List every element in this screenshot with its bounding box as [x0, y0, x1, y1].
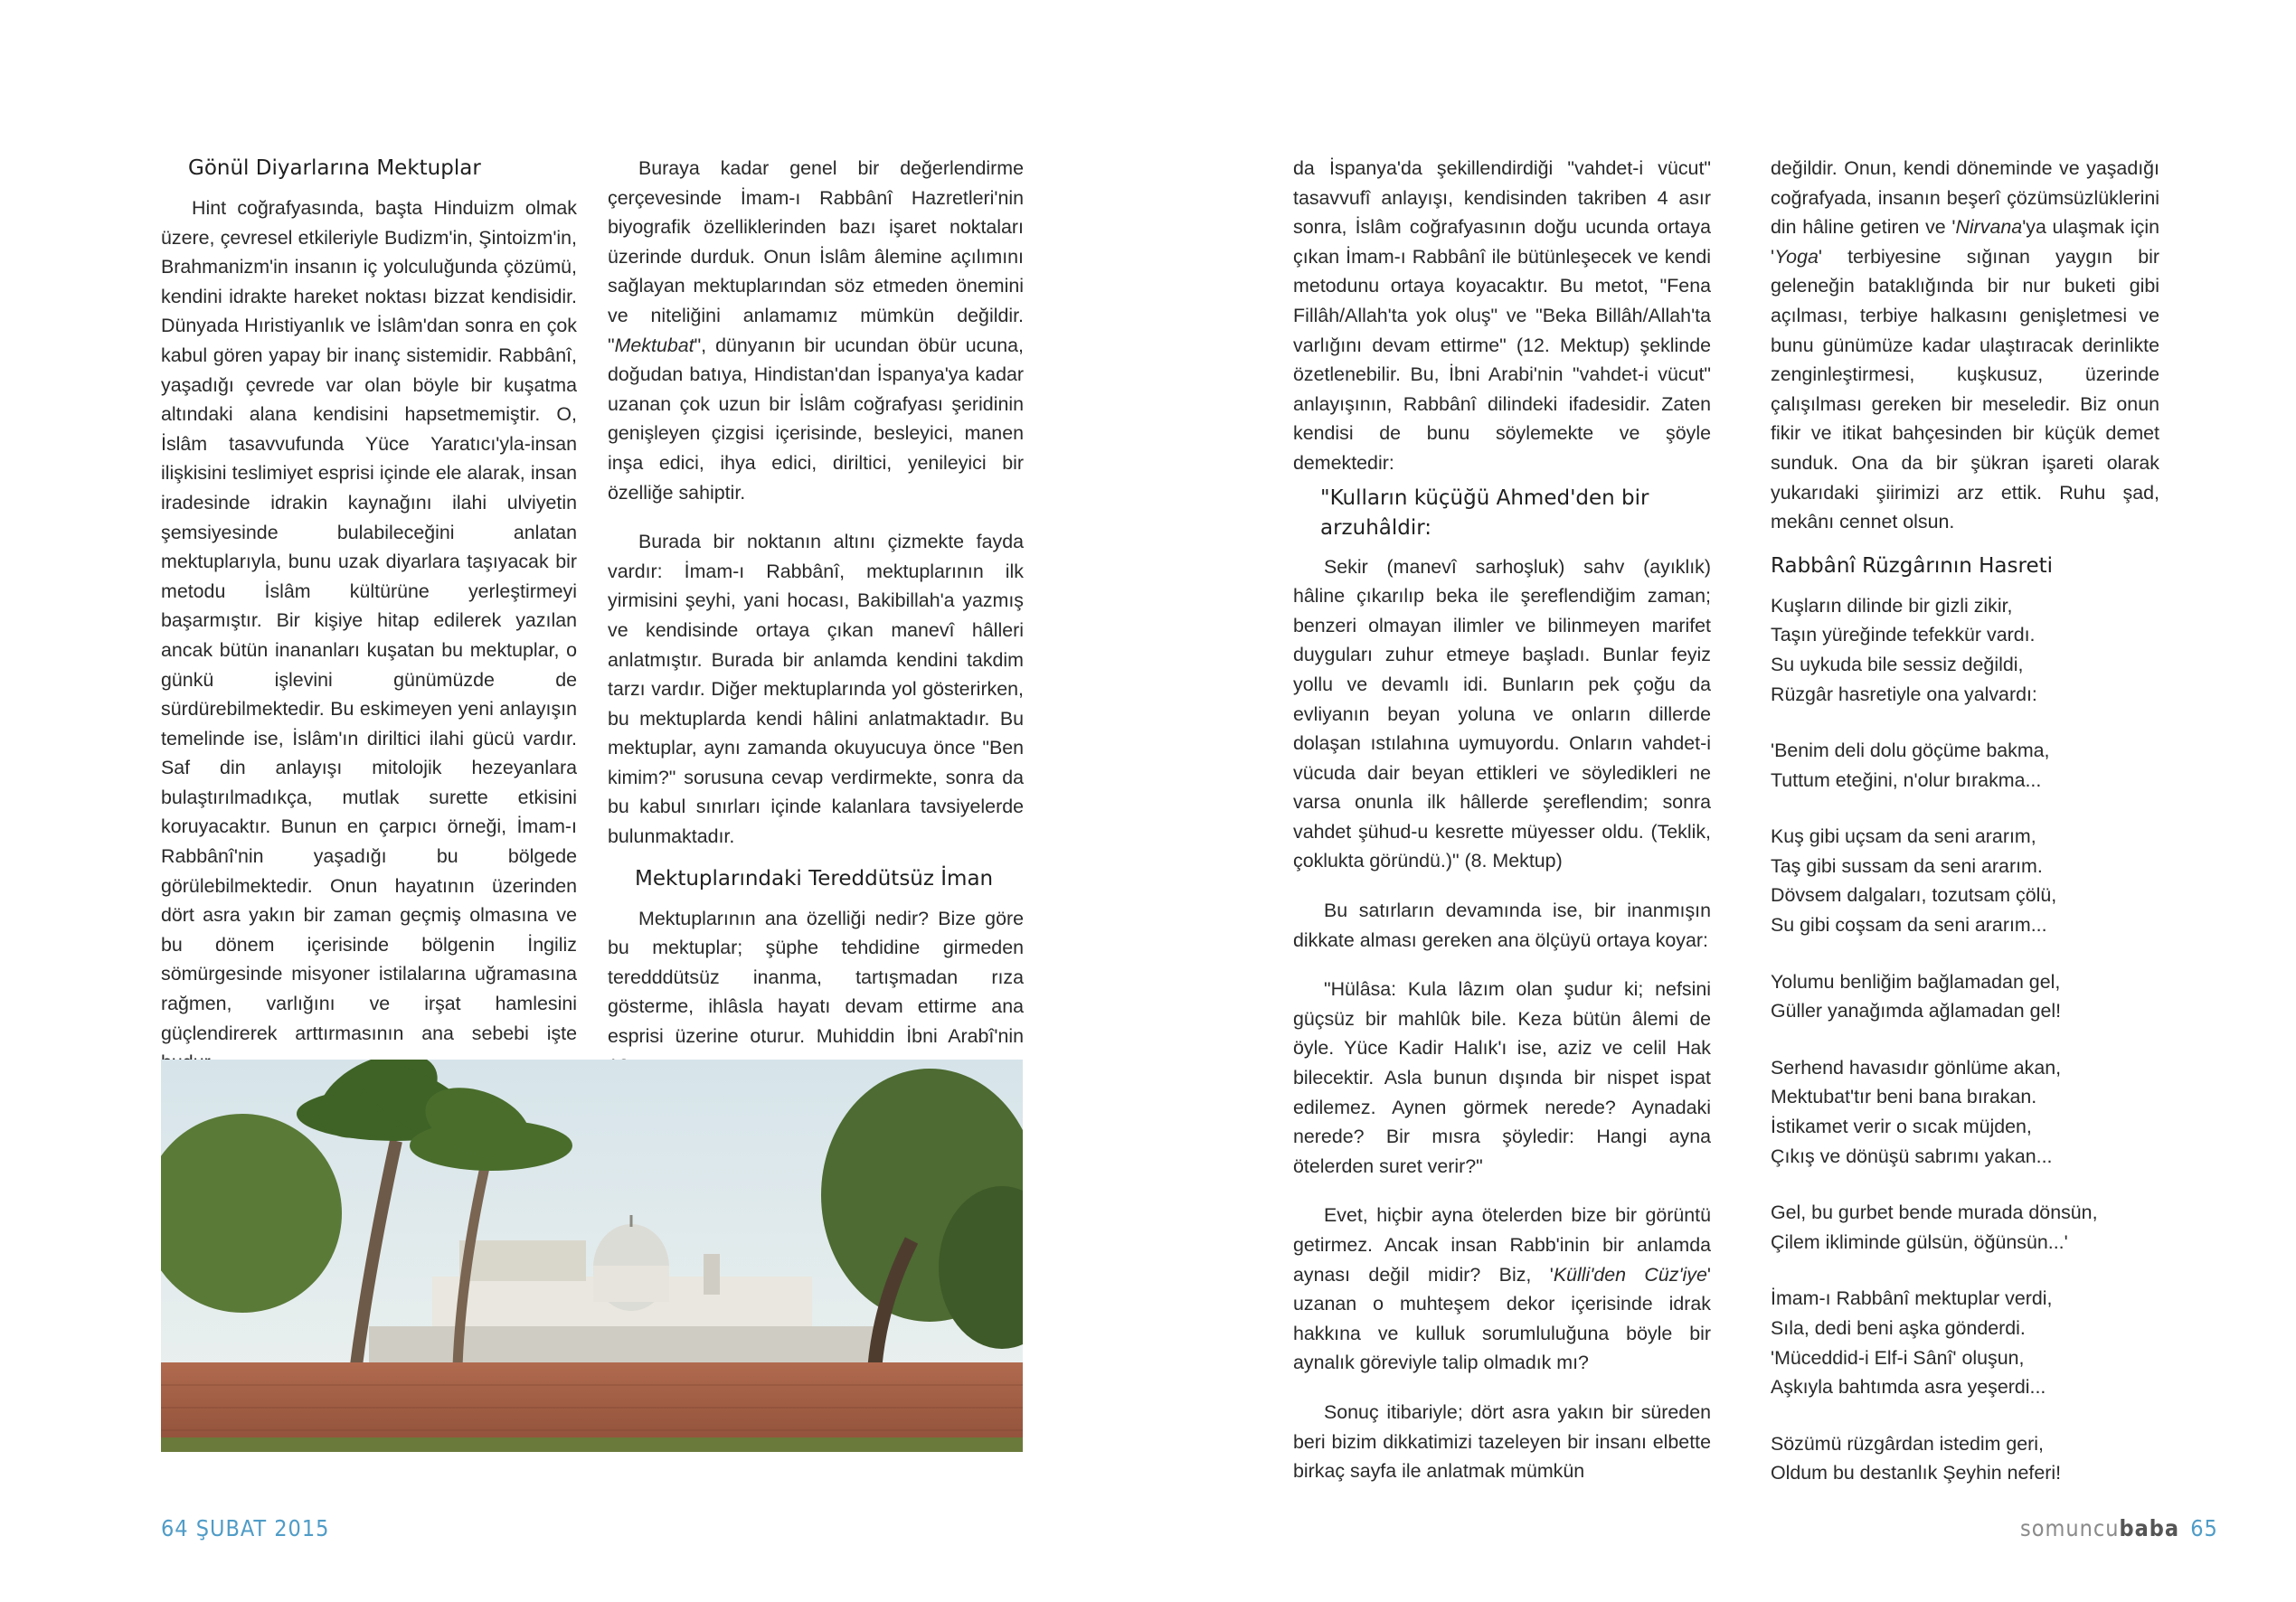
section-heading: Mektuplarındaki Tereddütsüz İman	[635, 866, 994, 891]
poem-line: 'Müceddid-i Elf-i Sânî' oluşun,	[1771, 1346, 2025, 1369]
poem-line: İmam-ı Rabbânî mektuplar verdi,	[1771, 1287, 2053, 1310]
poem-line: Serhend havasıdır gönlüme akan,	[1771, 1056, 2062, 1079]
quote-paragraph: "Hülâsa: Kula lâzım olan şudur ki; nefsini güçsüz bir mahlûk bile. Keza bütün âlemi de öyle. Yüce Kadir Halık'ı ise, aziz ve celil Hak bilecektir. Asla bunun dışında bir nispet ispat edilemez. Aynen görmek nerede? Aynadaki nerede? Bir mısra şöyledir: Hangi ayna ötelerden suret verir?"	[1293, 978, 1711, 1177]
emphasis: Külli'den Cüz'iye	[1553, 1263, 1707, 1286]
poem-line: Çıkış ve dönüşü sabrımı yakan...	[1771, 1145, 2053, 1167]
paragraph: Sonuç itibariyle; dört asra yakın bir süreden beri bizim dikkatimizi tazeleyen bir insanı elbette birkaç sayfa ile anlatmak mümkün	[1293, 1400, 1711, 1483]
poem-line: Çilem ikliminde gülsün, öğünsün...'	[1771, 1230, 2068, 1253]
poem-line: Güller yanağımda ağlamadan gel!	[1771, 1000, 2062, 1022]
poem	[1771, 591, 2159, 1488]
poem-line: Oldum bu destanlık Şeyhin neferi!	[1771, 1462, 2062, 1484]
poem-stanza	[1771, 1198, 2159, 1257]
column-1	[161, 154, 577, 1078]
poem-line: Kuş gibi uçsam da seni ararım,	[1771, 825, 2036, 848]
poem-line: Dövsem dalgaları, tozutsam çölü,	[1771, 884, 2057, 907]
poem-line: 'Benim deli dolu göçüme bakma,	[1771, 740, 2050, 762]
emphasis: Mektubat	[614, 334, 694, 356]
poem-stanza	[1771, 967, 2159, 1026]
poem-line: Sözümü rüzgârdan istedim geri,	[1771, 1432, 2044, 1455]
poem-stanza	[1771, 1284, 2159, 1401]
paragraph: Hint coğrafyasında, başta Hinduizm olmak üzere, çevresel etkileriyle Budizm'in, Şintoizm'in, Brahmanizm'in insanın iç yolculuğunda çözümü, kendini idrakte hareket noktası bizzat kendisidir. Dünyada Hıristiyanlık ve İslâm'dan sonra en çok kabul gören yapay bir inanç sistemidir. Rabbânî, yaşadığı çevrede var olan böyle bir kuşatma altındaki alana kendisini hapsetmemiştir. O, İslâm tasavvufunda Yüce Yaratıcı'yla-insan ilişkisini teslimiyet esprisi içinde ele alarak, insan iradesinde idrakin kaynağını ilahi ulviyetin şemsiyesinde bulabileceğini anlatan mektuplarıyla, bunu uzak diyarlara taşıyacak bir metodu İslâm kültürüne yerleştirmeyi başarmıştır. Bir kişiye hitap edilerek yazılan ancak bütün inananları kuşatan bu mektuplar, o günkü işlevini günümüzde de sürdürebilmektedir. Bu eskimeyen yeni anlayışın temelinde ise, İslâm'ın diriltici ilahi gücü vardır. Saf din anlayışı mitolojik hezeyanlara bulaştırılmadıkça, mutlak surette etkisini koruyacaktır. Bunun en çarpıcı örneği, İmam-ı Rabbânî'nin yaşadığı bu bölgede görülebilmektedir. Onun hayatının üzerinden dört asra yakın bir zaman geçmiş olmasına ve bu dönem içerisinde bölgenin İngiliz sömürgesinde misyoner istilalarına uğramasına rağmen, varlığını ve irşat hamlesini güçlendirerek arttırmasının ana sebebi işte	[161, 197, 577, 1044]
poem-line: Aşkıyla bahtımda asra yeşerdi...	[1771, 1376, 2046, 1399]
poem-stanza	[1771, 736, 2159, 795]
page-number-right	[2020, 1515, 2218, 1541]
paragraph: Bu satırların devamında ise, bir inanmışın dikkate alması gereken ana ölçüyü ortaya koyar:	[1293, 900, 1711, 951]
poem-line: Mektubat'tır beni bana bırakan.	[1771, 1086, 2037, 1108]
poem-stanza	[1771, 822, 2159, 939]
poem-line: İstikamet verir o sıcak müjden,	[1771, 1116, 2032, 1138]
emphasis: Nirvana	[1955, 216, 2023, 239]
paragraph: da İspanya'da şekillendirdiği "vahdet-i vücut" tasavvufî anlayışı, kendisinden takriben 4 asır sonra, İslâm coğrafyasının doğu ucunda ortaya çıkan İmam-ı Rabbânî ile bütünleşecek ve kendi metodunu ortaya koyacaktır. Bu metot, "Fena Fillâh/Allah'ta yok oluş" ve "Beka Billâh/Allah'ta varlığını devam ettirme" (12. Mektup) şeklinde özetlenebilir. Bu, İbni Arabi'nin "vahdet-i vücut" anlayışının, Rabbânî dilindeki ifadesidir. Zaten kendisi de bunu söylemekte ve şöyle demektedir:	[1293, 157, 1711, 474]
poem-line: Kuşların dilinde bir gizli zikir,	[1771, 594, 2013, 617]
mosque-photo	[161, 1060, 1023, 1452]
emphasis: Yoga	[1774, 245, 1819, 268]
brand-logo-bold: baba	[2119, 1515, 2180, 1541]
paragraph: Burada bir noktanın altını çizmekte fayda vardır: İmam-ı Rabbânî, mektuplarının ilk yirmisini şeyhi, yani hocası, Bakibillah'a yazmış ve kendisinde ortaya çıkan manevî hâlleri anlatmıştır. Burada bir anlamda kendini takdim tarzı vardır. Diğer mektuplarında yol gösterirken, bu mektuplarda kendi hâlini anlatmaktadır. Bu mektuplar, aynı zamanda okuyucuya önce "Ben kimim?" sorusuna cevap verdirmekte, sonra da bu kabul sınırları içinde kalanlara tavsiyelerde bulunmaktadır.	[608, 531, 1024, 848]
paragraph: değildir. Onun, kendi döneminde ve yaşadığı coğrafyada, insanın beşerî çözümsüzlüklerini din hâline getiren ve 'Nirvana'ya ulaşmak için 'Yoga' terbiyesine sığınan yaygın bir geleneğin bataklığında bir nur buketi gibi açılması, terbiye halkasını genişletmesi ve bunu günümüze kadar ulaştıracak derinlikte zenginleştirmesi, kuşkusuz, üzerinde çalışılması gereken bir meseledir. Biz onun fikir ve itikat bahçesinden bir küçük demet sunduk. Ona da bir şükran işareti olarak yukarıdaki şiirimizi arz ettik. Ruhu şad, mekânı cennet olsun.	[1771, 157, 2159, 533]
poem-title: Rabbânî Rüzgârının Hasreti	[1771, 553, 2054, 578]
page-number-left: 64 ŞUBAT 2015	[161, 1515, 330, 1541]
quote-heading: "Kulların küçüğü Ahmed'den bir arzuhâldir:	[1320, 485, 1649, 540]
page-number: 65	[2190, 1515, 2218, 1541]
poem-line: Sıla, dedi beni aşka gönderdi.	[1771, 1317, 2026, 1339]
paragraph: Buraya kadar genel bir değerlendirme çerçevesinde İmam-ı Rabbânî Hazretleri'nin biyografik özelliklerinden bazı işaret noktaları üzerinde durduk. Onun İslâm âlemine açılımını sağlayan mektuplarından söz etmeden önemini ve niteliğini anlamamız mümkün değildir. "Mektubat", dünyanın bir ucundan öbür ucuna, doğudan batıya, Hindistan'dan İspanya'ya kadar uzanan çok uzun bir İslâm coğrafyası şeridinin genişleyen çizgisi içerisinde, besleyici, manen inşa edici, ihya edici, diriltici, yenileyici bir özelliğe sahiptir.	[608, 157, 1024, 504]
poem-stanza	[1771, 1053, 2159, 1171]
poem-line: Tuttum eteğini, n'olur bırakma...	[1771, 768, 2042, 791]
brand-logo: somuncu	[2020, 1515, 2120, 1541]
poem-line: Taşın yüreğinde tefekkür vardı.	[1771, 624, 2036, 646]
poem-stanza	[1771, 1429, 2159, 1488]
column-2	[608, 154, 1024, 1080]
section-heading: Gönül Diyarlarına Mektuplar	[188, 156, 481, 180]
poem-line: Yolumu benliğim bağlamadan gel,	[1771, 970, 2061, 993]
paragraph: Evet, hiçbir ayna ötelerden bize bir görüntü getirmez. Ancak insan Rabb'inin bir anlamda aynası değil midir? Biz, 'Külli'den Cüz'iye' uzanan o muhteşem dekor içerisinde idrak hakkına ve kulluk sorumluluğuna böyle bir aynalık göreviyle talip olmadık mı?	[1293, 1204, 1711, 1374]
column-3	[1293, 154, 1711, 1486]
paragraph: Mektuplarının ana özelliği nedir? Bize göre bu mektuplar; şüphe tehdidine girmeden teredddütsüz inanma, tartışmadan rıza gösterme, ihlâsla hayatı devam ettirme ana esprisi üzerine oturur. Muhiddin İbni Arabî'nin	[608, 907, 1024, 1048]
poem-line: Su gibi coşsam da seni ararım...	[1771, 914, 2047, 937]
poem-line: Taş gibi sussam da seni ararım.	[1771, 854, 2043, 877]
poem-line: Rüzgâr hasretiyle ona yalvardı:	[1771, 683, 2037, 705]
paragraph: Sekir (manevî sarhoşluk) sahv (ayıklık) hâline çıkarılıp beka ile şereflendiğim zaman; benzeri olmayan ilimler ve bilinmeyen marifet duyguları zuhur etmeye başladı. Bunlar feyiz yollu ve devamlı idi. Bunların pek çoğu da evliyanın beyan yoluna ve onların dillerde dolaşan ıstılahına uymuyordu. Onların vahdet-i vücuda dair beyan ettikleri ve söyledikleri ne varsa onunla ilk hâllerde şereflendim; sonra vahdet şühud-u kesrette müyesser oldu. (Teklik, çoklukta göründü.)" (8. Mektup)	[1293, 555, 1711, 872]
poem-line: Gel, bu gurbet bende murada dönsün,	[1771, 1202, 2098, 1224]
poem-line: Su uykuda bile sessiz değildi,	[1771, 653, 2024, 675]
column-4	[1771, 154, 2159, 1488]
poem-stanza	[1771, 591, 2159, 709]
